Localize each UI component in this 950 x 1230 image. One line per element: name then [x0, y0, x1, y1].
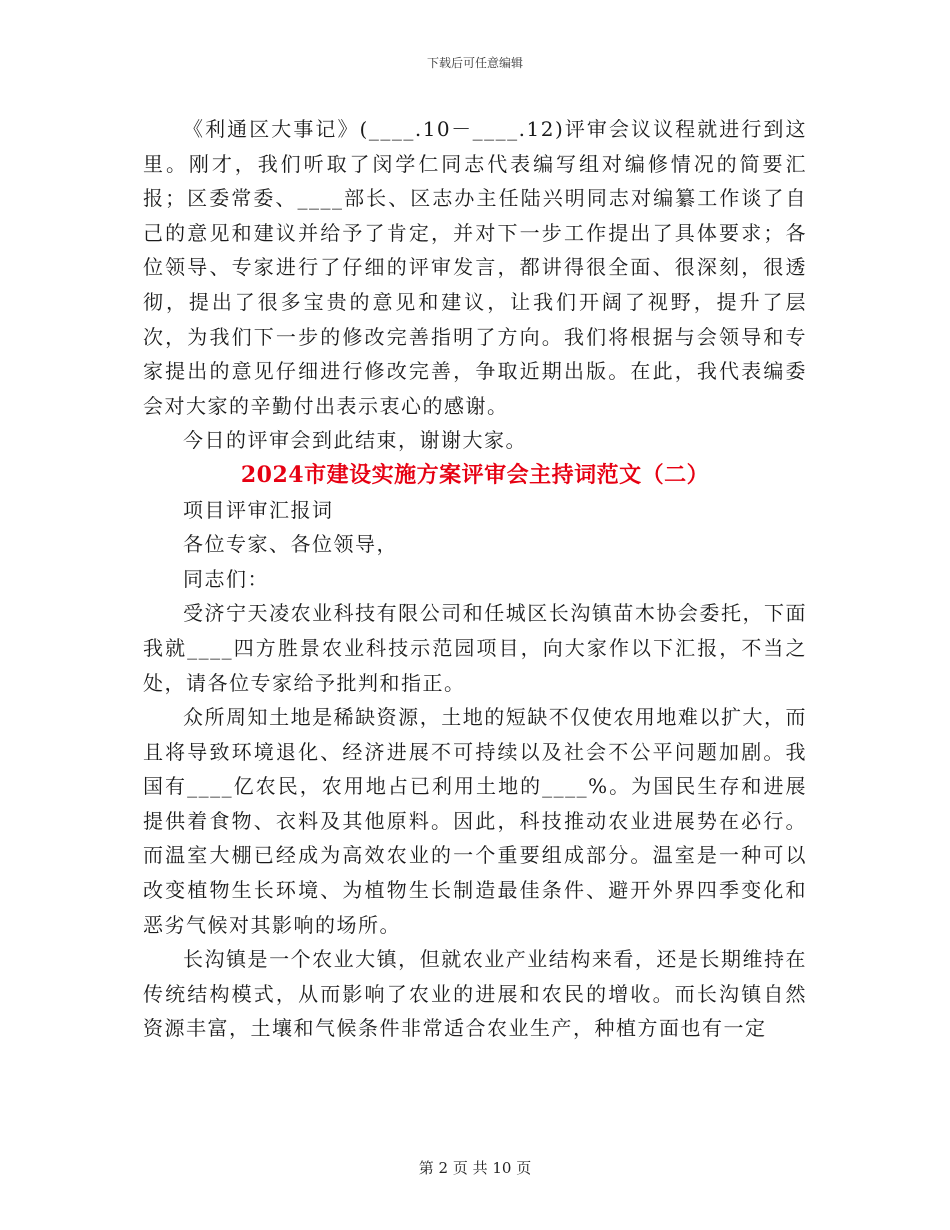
- paragraph-land-resources: 众所周知土地是稀缺资源，土地的短缺不仅使农用地难以扩大，而且将导致环境退化、经济进展不可持续以及社会不公平问题加剧。我国有____亿农民，农用地占已利用土地的____%。为国民生存和进展提供着食物、衣料及其他原料。因此，科技推动农业进展势在必行。而温室大棚已经成为高效农业的一个重要组成部分。温室是一种可以改变植物生长环境、为植物生长制造最佳条件、避开外界四季变化和恶劣气候对其影响的场所。: [143, 705, 807, 937]
- paragraph-salutation-experts: 各位专家、各位领导，: [183, 532, 398, 557]
- paragraph-salutation-comrades: 同志们：: [183, 566, 269, 591]
- paragraph-changgou-town: 长沟镇是一个农业大镇，但就农业产业结构来看，还是长期维持在传统结构模式，从而影响了农业的进展和农民的增收。而长沟镇自然资源丰富，土壤和气候条件非常适合农业生产，种植方面也有一定: [143, 947, 807, 1041]
- section-title: 2024市建设实施方案评审会主持词范文（二）: [240, 461, 710, 488]
- paragraph-commission: 受济宁天凌农业科技有限公司和任城区长沟镇苗木协会委托，下面我就____四方胜景农业科技示范园项目，向大家作以下汇报，不当之处，请各位专家给予批判和指正。: [143, 601, 807, 695]
- paragraph-event-record-review: 《利通区大事记》(____.10－____.12)评审会议议程就进行到这里。刚才，我们听取了闵学仁同志代表编写组对编修情况的简要汇报；区委常委、____部长、区志办主任陆兴明同志对编纂工作谈了自己的意见和建议并给予了肯定，并对下一步工作提出了具体要求；各位领导、专家进行了仔细的评审发言，都讲得很全面、很深刻，很透彻，提出了很多宝贵的意见和建议，让我们开阔了视野，提升了层次，为我们下一步的修改完善指明了方向。我们将根据与会领导和专家提出的意见仔细进行修改完善，争取近期出版。在此，我代表编委会对大家的辛勤付出表示衷心的感谢。: [143, 117, 807, 418]
- document-body: [143, 112, 807, 1046]
- page-header: 下载后可任意编辑: [426, 56, 523, 70]
- paragraph-report-title: 项目评审汇报词: [183, 497, 334, 522]
- paragraph-closing-remark: 今日的评审会到此结束，谢谢大家。: [183, 428, 527, 453]
- page-footer: 第 2 页 共 10 页: [418, 1159, 532, 1177]
